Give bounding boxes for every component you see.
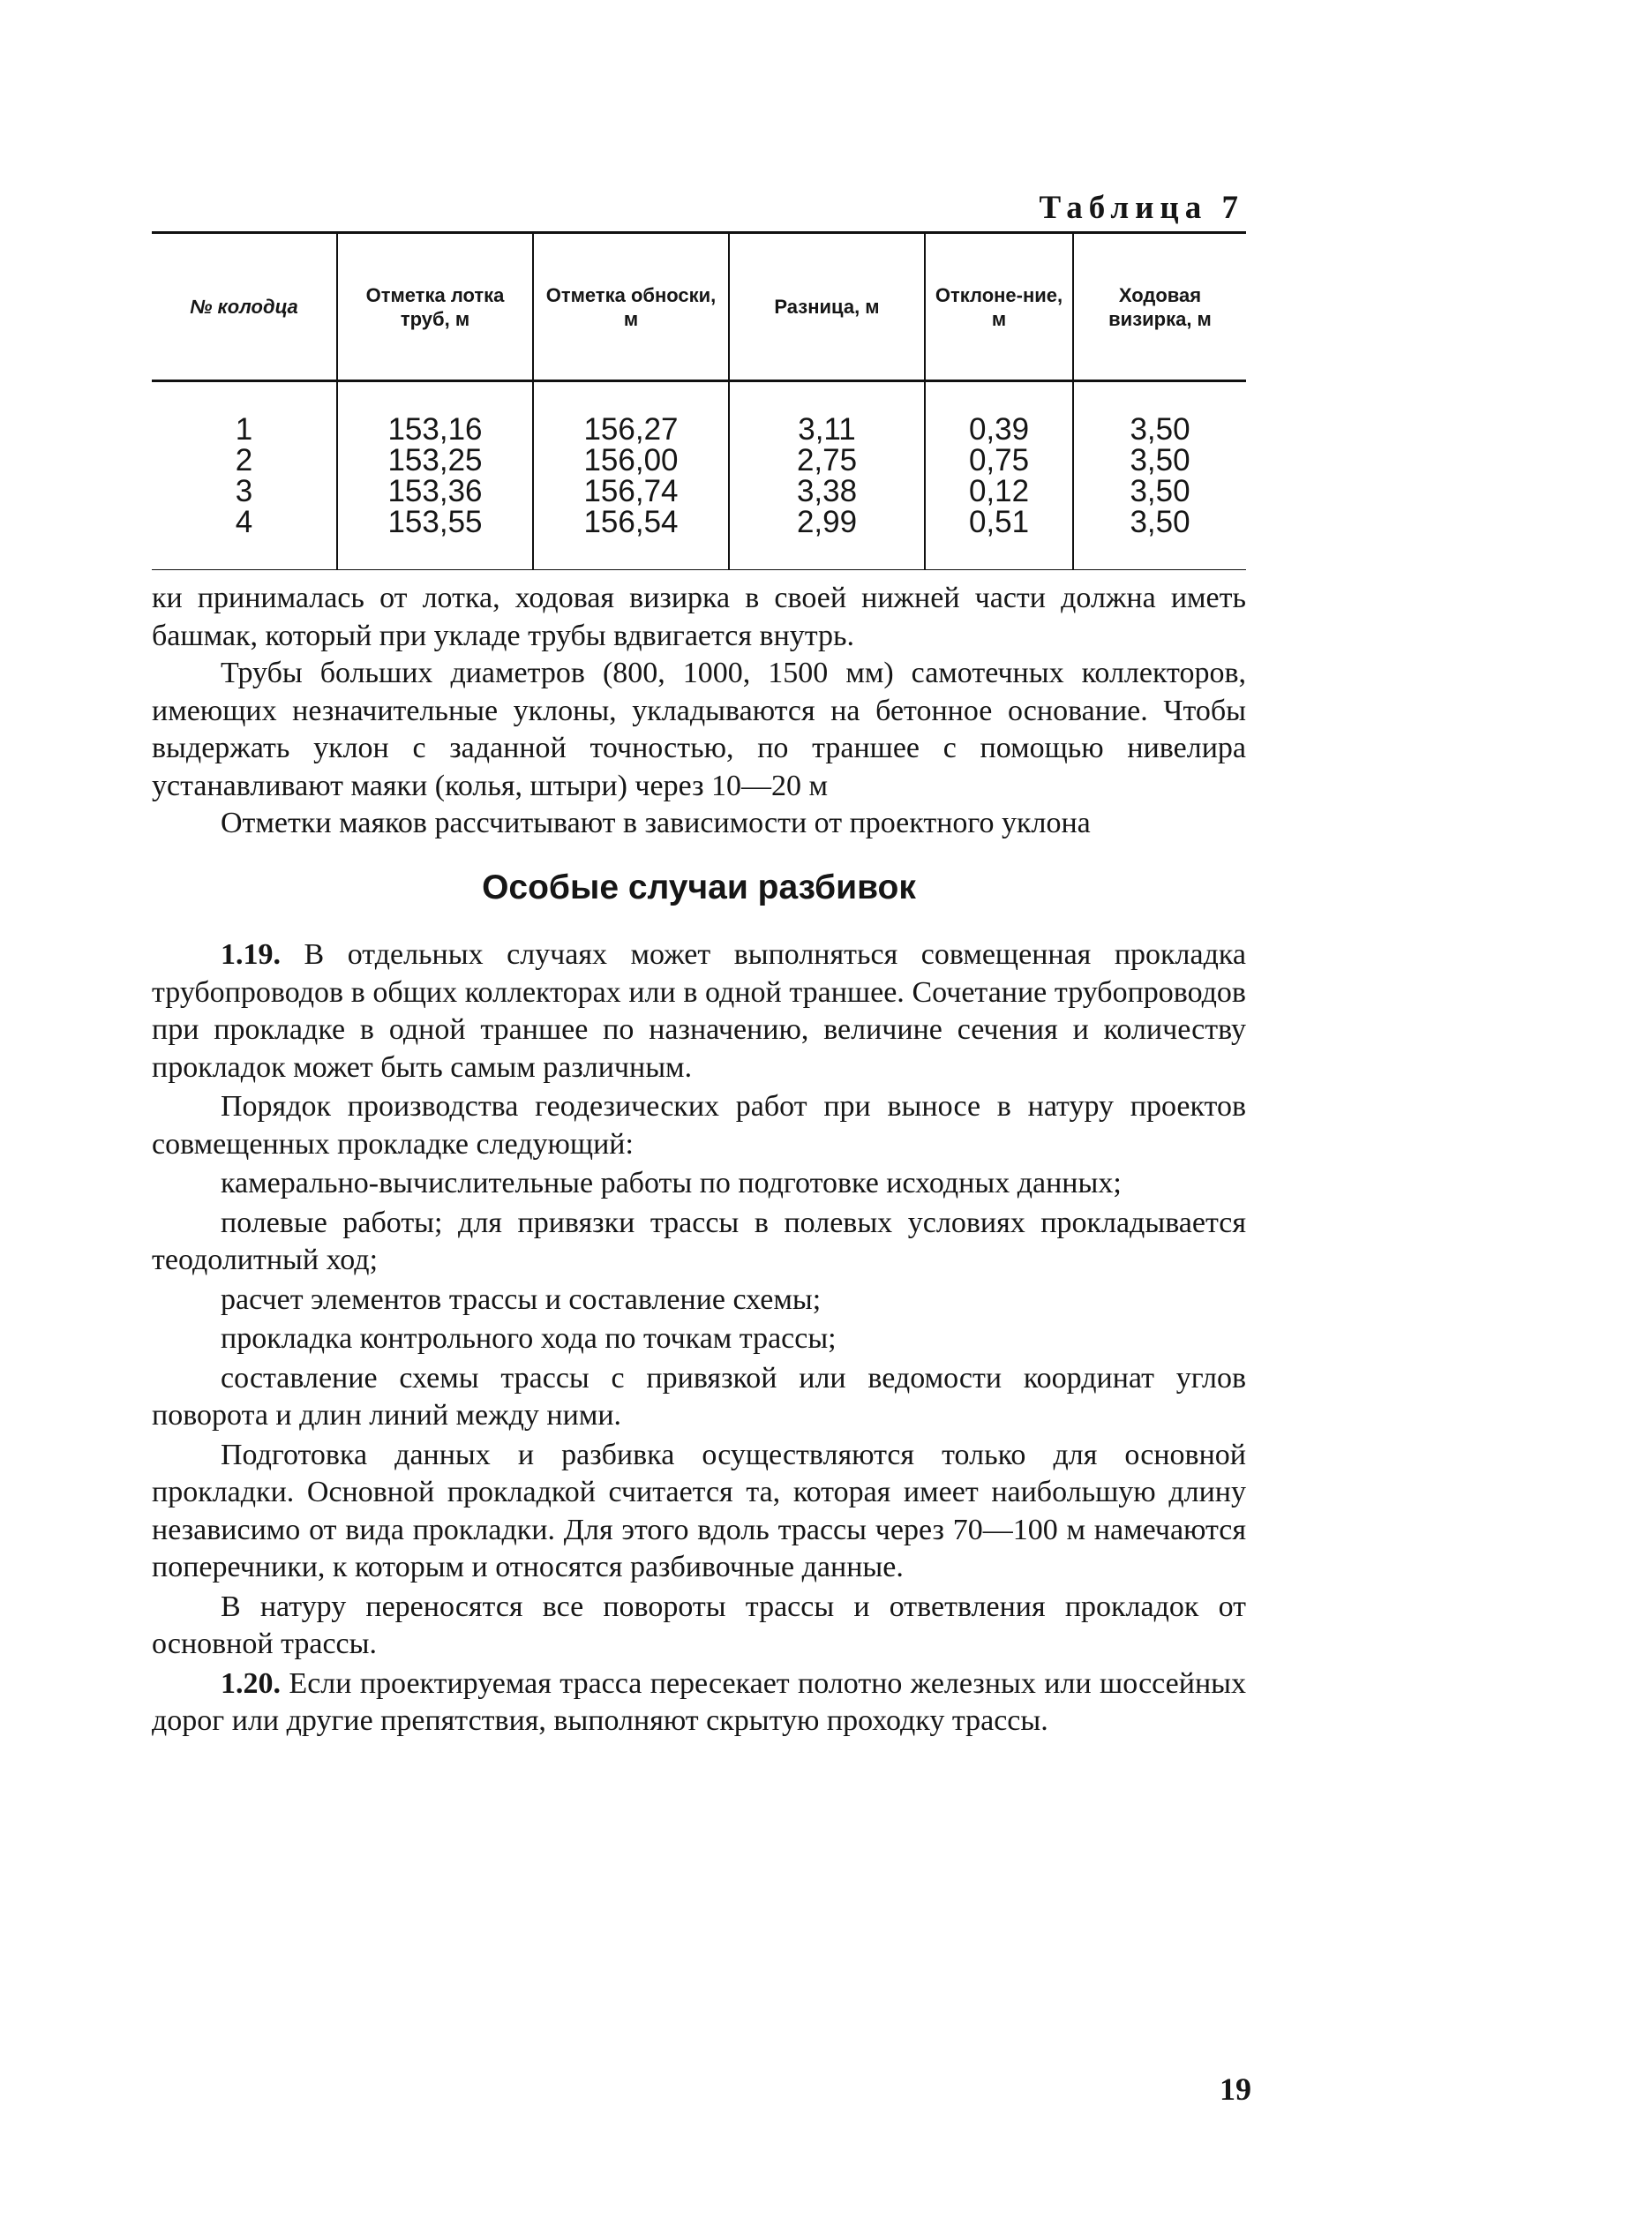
header-difference: Разница, м [729, 233, 925, 381]
table-cell: 3,50 [1073, 507, 1246, 570]
table-cell: 156,54 [533, 507, 729, 570]
table-cell: 156,27 [533, 381, 729, 446]
header-deviation: Отклоне-ние, м [925, 233, 1073, 381]
paragraph: Отметки маяков рассчитывают в зависимости от проектного уклона [221, 807, 1091, 839]
table-cell: 4 [235, 505, 253, 539]
table-cell: 3,50 [1073, 381, 1246, 446]
table-cell: 3 [235, 474, 253, 508]
table-cell: 3,38 [729, 476, 925, 507]
table-cell: 153,55 [337, 507, 533, 570]
paragraph-text: В отдельных случаях может выполняться совмещенная прокладка трубопроводов в общих коллекторах или в одной траншее. Сочетание трубопроводов при прокладке в одной траншее по назначению, величине сечения и количеству прокладок может быть самым различным. [152, 938, 1247, 1084]
paragraph-number: 1.20. [221, 1666, 281, 1700]
header-batter-board-mark: Отметка обноски, м [533, 233, 729, 381]
paragraph-1-20 [152, 1665, 1246, 1741]
header-pipe-tray-mark: Отметка лотка труб, м [337, 233, 533, 381]
table-cell: 1 [235, 412, 253, 447]
table-cell: 3,50 [1073, 445, 1246, 476]
section-heading: Особые случаи разбивок [482, 868, 916, 906]
paragraph: ки принималась от лотка, ходовая визирка в своей нижней части должна иметь башмак, который при укладе трубы вдвигается внутрь. [152, 582, 1246, 652]
header-well-number: № колодца [152, 233, 337, 381]
page-number: 19 [1220, 2071, 1251, 2107]
paragraph: Подготовка данных и разбивка осуществляются только для основной прокладки. Основной прокладкой считается та, которая имеет наибольшую длину независимо от вида прокладки. Для этого вдоль трассы через 70—100 м намечаются поперечники, к которым и относятся разбивочные данные. [152, 1438, 1246, 1583]
table-row [152, 381, 1246, 446]
table-cell: 156,74 [533, 476, 729, 507]
data-table [152, 231, 1246, 570]
table-cell: 2,99 [729, 507, 925, 570]
table-cell: 153,36 [337, 476, 533, 507]
table-row [152, 507, 1246, 570]
table-label: Таблица 7 [1039, 190, 1244, 226]
table-row [152, 445, 1246, 476]
table-cell: 156,00 [533, 445, 729, 476]
paragraph: Порядок производства геодезических работ при выносе в натуру проектов совмещенных прокладке следующий: [152, 1090, 1246, 1161]
table-cell: 0,51 [925, 507, 1073, 570]
table-cell: 0,39 [925, 381, 1073, 446]
table-cell: 0,75 [925, 445, 1073, 476]
table-cell: 153,25 [337, 445, 533, 476]
table-cell: 2 [235, 443, 253, 477]
list-item: расчет элементов трассы и составление схемы; [221, 1282, 822, 1316]
list-item: камерально-вычислительные работы по подготовке исходных данных; [221, 1167, 1122, 1199]
paragraph-1-19 [152, 936, 1246, 1086]
table-cell: 153,16 [337, 381, 533, 446]
table-cell: 3,50 [1073, 476, 1246, 507]
table-cell: 2,75 [729, 445, 925, 476]
body-text [152, 580, 1246, 1741]
table-header-row [152, 233, 1246, 381]
table-row [152, 476, 1246, 507]
paragraph-text: Если проектируемая трасса пересекает полотно железных или шоссейных дорог или другие препятствия, выполняют скрытую проходку трассы. [152, 1666, 1247, 1737]
paragraph: В натуру переносятся все повороты трассы и ответвления прокладок от основной трассы. [152, 1590, 1246, 1660]
paragraph: Трубы больших диаметров (800, 1000, 1500 мм) самотечных коллекторов, имеющих незначительные уклоны, укладываются на бетонное основание. Чтобы выдержать уклон с заданной точностью, по траншее с помощью нивелира устанавливают маяки (колья, штыри) через 10—20 м [152, 657, 1246, 802]
table-cell: 3,11 [729, 381, 925, 446]
list-item: полевые работы; для привязки трассы в полевых условиях прокладывается теодолитный ход; [152, 1206, 1246, 1276]
header-traveling-rod: Ходовая визирка, м [1073, 233, 1246, 381]
list-item: прокладка контрольного хода по точкам трассы; [221, 1322, 837, 1355]
table-cell: 0,12 [925, 476, 1073, 507]
paragraph-number: 1.19. [221, 938, 281, 971]
list-item: составление схемы трассы с привязкой или ведомости координат углов поворота и длин линий между ними. [152, 1361, 1246, 1432]
